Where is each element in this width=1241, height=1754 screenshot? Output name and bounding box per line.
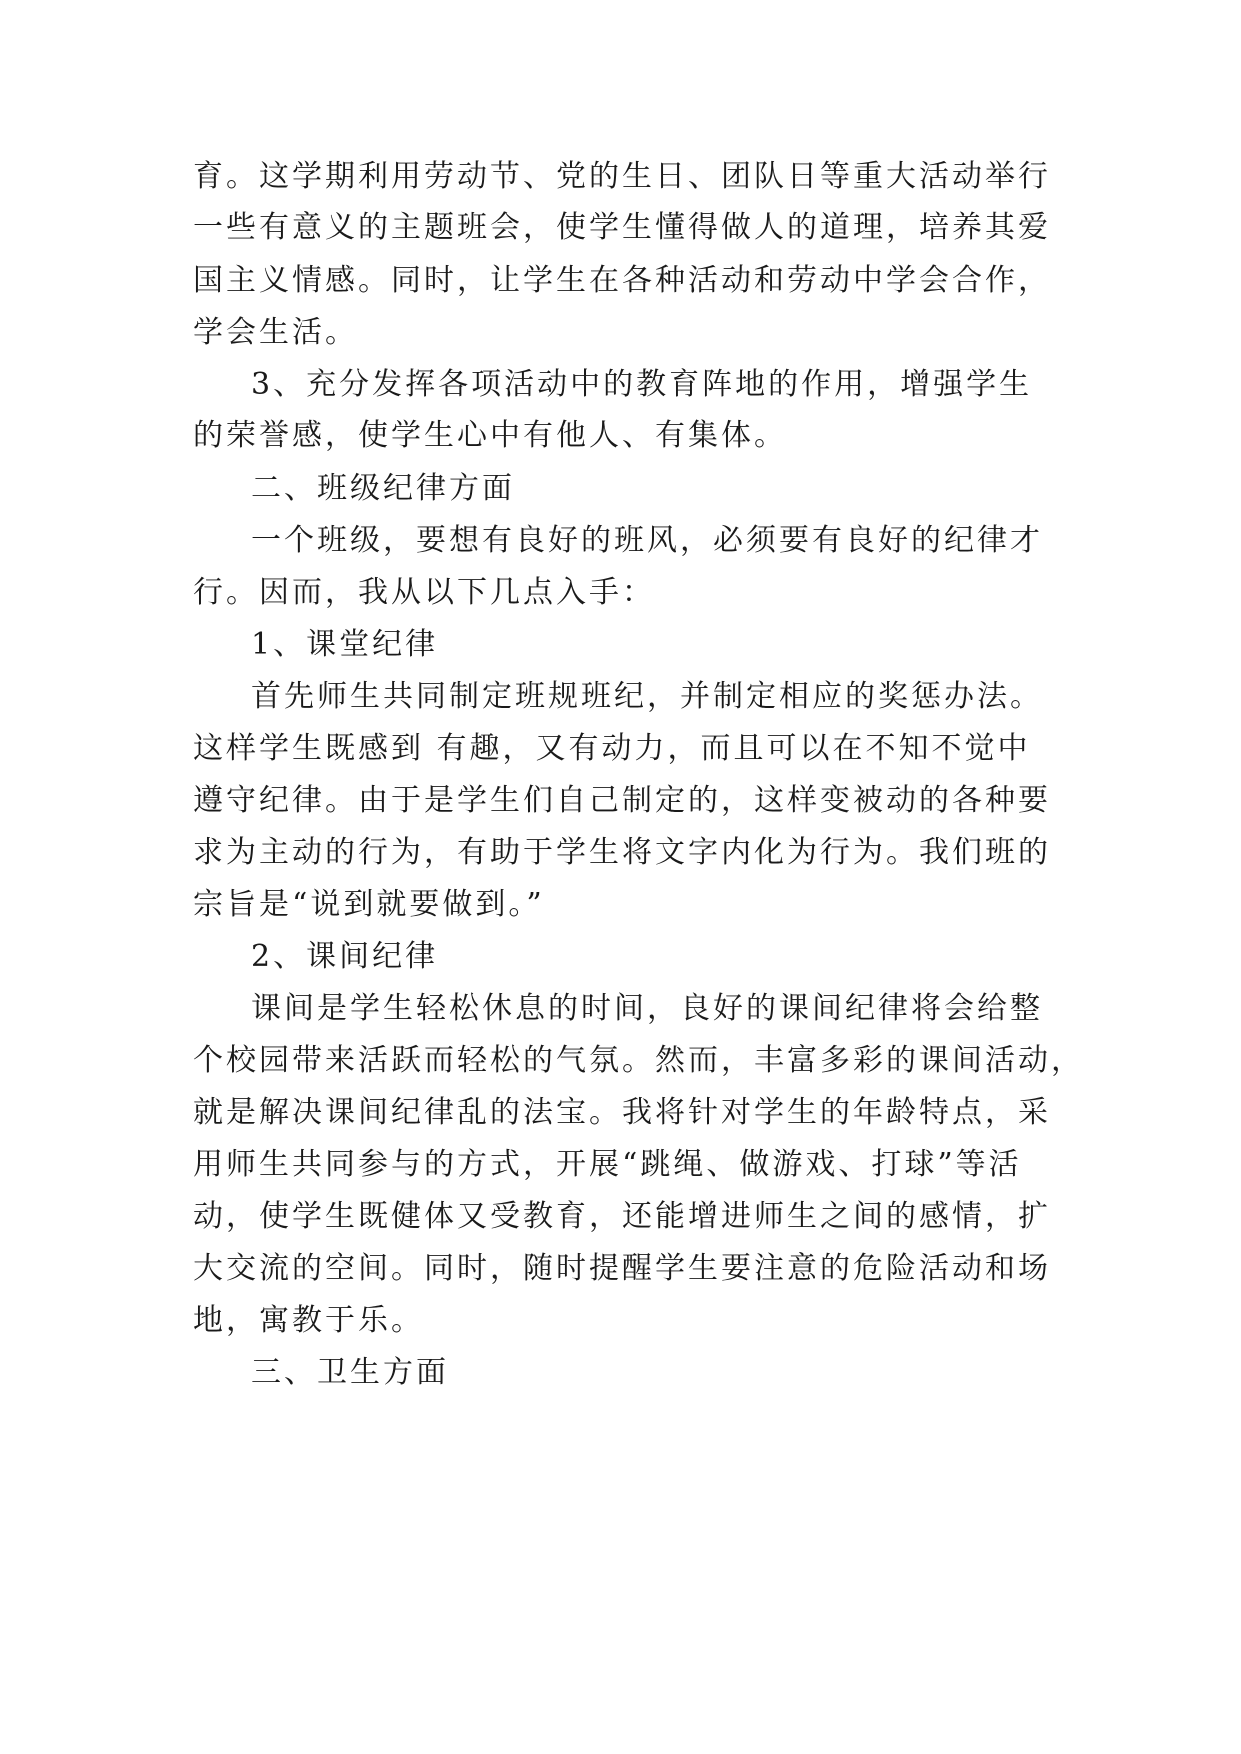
text-line: 地，寓教于乐。 xyxy=(193,1303,424,1338)
text-line: 就是解决课间纪律乱的法宝。我将针对学生的年龄特点，采 xyxy=(193,1095,1051,1130)
text-line: 学会生活。 xyxy=(193,315,358,350)
subsection-heading: 2、课间纪律 xyxy=(251,939,439,974)
text-line: 行。因而，我从以下几点入手： xyxy=(193,575,655,610)
text-line: 宗旨是“说到就要做到。” xyxy=(193,887,545,922)
text-line: 3、充分发挥各项活动中的教育阵地的作用，增强学生 xyxy=(251,367,1033,402)
text-line: 求为主动的行为，有助于学生将文字内化为行为。我们班的 xyxy=(193,835,1051,870)
section-heading: 二、班级纪律方面 xyxy=(251,471,515,506)
section-heading: 三、卫生方面 xyxy=(251,1355,449,1390)
text-line: 一些有意义的主题班会，使学生懂得做人的道理，培养其爱 xyxy=(193,210,1051,245)
text-line: 的荣誉感，使学生心中有他人、有集体。 xyxy=(193,418,787,453)
text-line: 课间是学生轻松休息的时间，良好的课间纪律将会给整 xyxy=(251,991,1043,1026)
text-line: 育。这学期利用劳动节、党的生日、团队日等重大活动举行 xyxy=(193,159,1051,194)
text-line: 动，使学生既健体又受教育，还能增进师生之间的感情，扩 xyxy=(193,1199,1051,1234)
text-line: 国主义情感。同时，让学生在各种活动和劳动中学会合作， xyxy=(193,263,1051,298)
text-line: 首先师生共同制定班规班纪，并制定相应的奖惩办法。 xyxy=(251,679,1043,714)
subsection-heading: 1、课堂纪律 xyxy=(251,627,439,662)
text-line: 个校园带来活跃而轻松的气氛。然而，丰富多彩的课间活动， xyxy=(193,1043,1084,1078)
text-line: 一个班级，要想有良好的班风，必须要有良好的纪律才 xyxy=(251,523,1043,558)
text-line: 遵守纪律。由于是学生们自己制定的，这样变被动的各种要 xyxy=(193,783,1051,818)
text-line: 用师生共同参与的方式，开展“跳绳、做游戏、打球”等活 xyxy=(193,1147,1022,1182)
text-line: 大交流的空间。同时，随时提醒学生要注意的危险活动和场 xyxy=(193,1251,1051,1286)
text-line: 这样学生既感到 有趣，又有动力，而且可以在不知不觉中 xyxy=(193,731,1031,766)
